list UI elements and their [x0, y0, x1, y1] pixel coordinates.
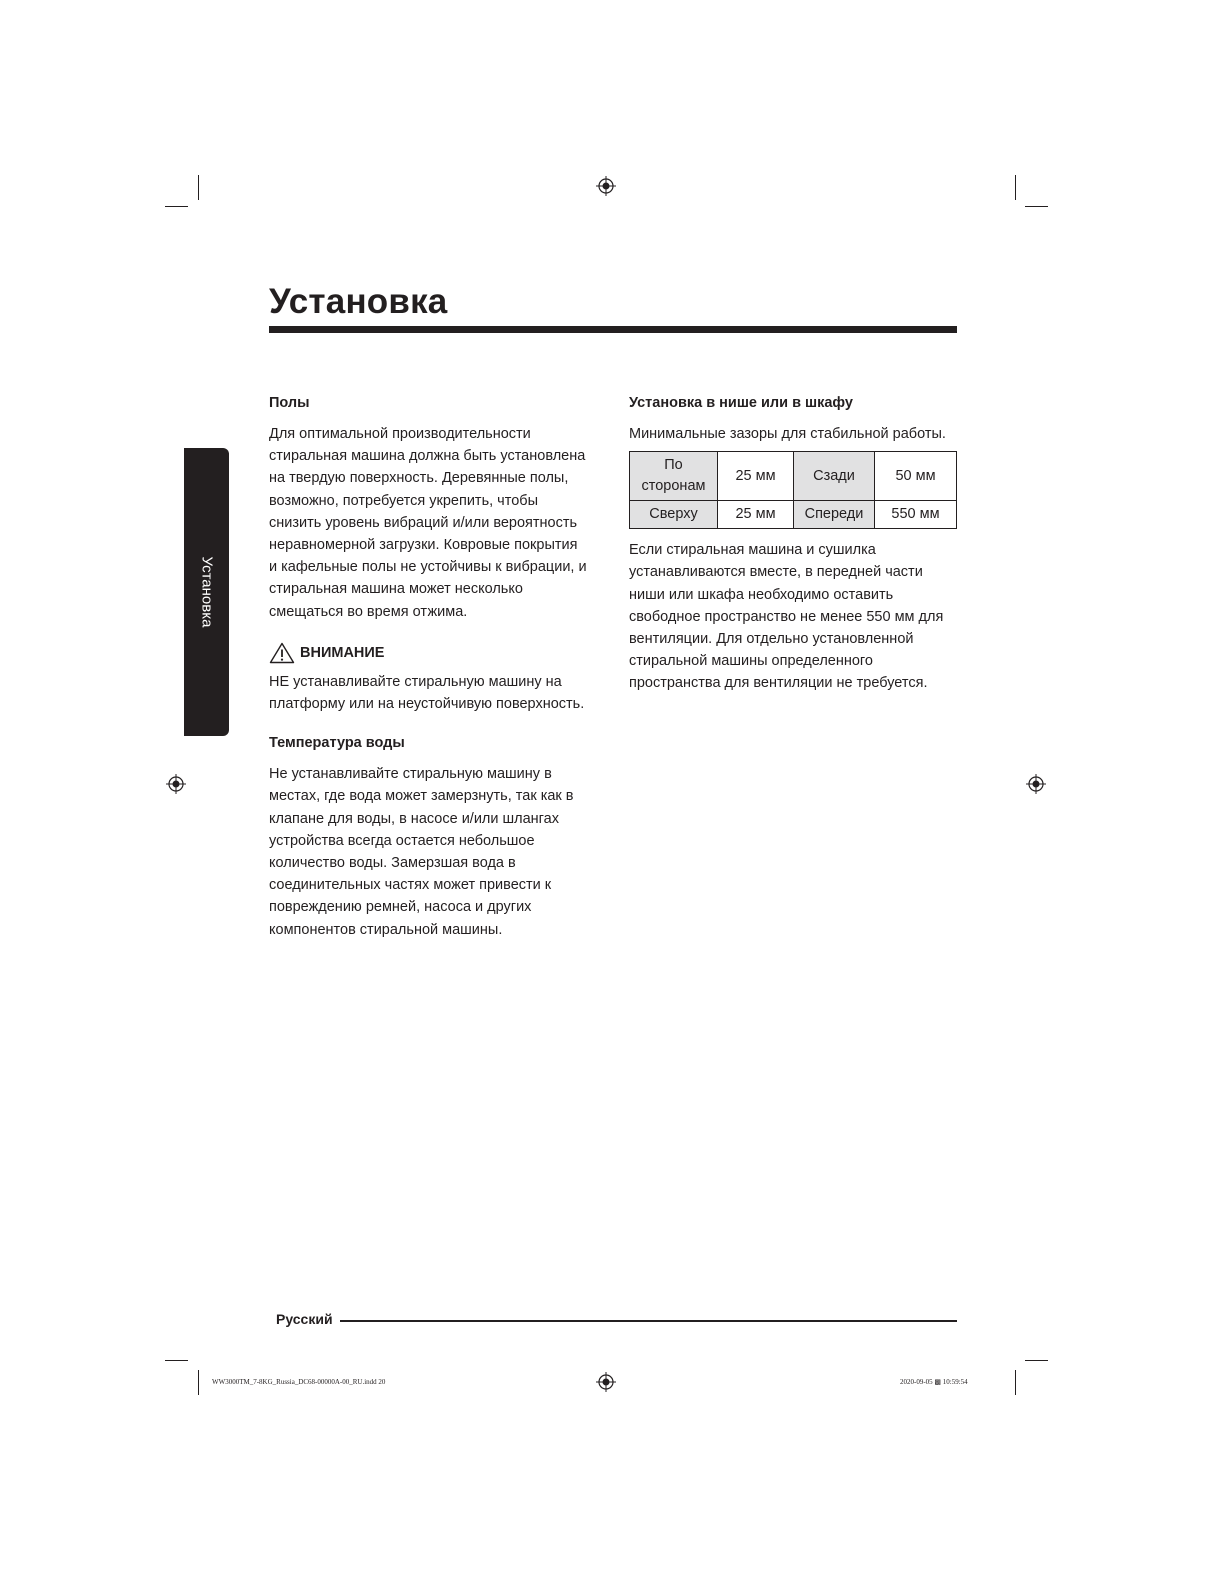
niche-heading: Установка в нише или в шкафу — [629, 395, 853, 411]
crop-mark — [165, 206, 188, 207]
floors-text: Для оптимальной производительности стиральная машина должна быть установлена на твердую поверхность. Деревянные полы, возможно, потребуется укрепить, чтобы снизить уровень вибраций и/или вероятность неравномерной загрузки. Ковровые покрытия и кафельные полы не устойчивы к вибрации, и стиральная машина может несколько смещаться во время отжима. — [269, 426, 587, 620]
table-row — [630, 501, 957, 529]
footer-rule — [340, 1320, 957, 1322]
table-cell: По сторонам — [630, 452, 718, 501]
water-temp-heading: Температура воды — [269, 735, 405, 752]
warning-label: ВНИМАНИЕ — [300, 644, 385, 661]
table-cell: 25 мм — [718, 501, 794, 529]
water-temp-text: Не устанавливайте стиральную машину в местах, где вода может замерзнуть, так как в клапане для воды, в насосе и/или шлангах устройства всегда остается небольшое количество воды. Замерзшая вода в соединительных частях может привести к повреждению ремней, насоса и других компонентов стиральной машины. — [269, 766, 574, 938]
warning-text: НЕ устанавливайте стиральную машину на платформу или на неустойчивую поверхность. — [269, 673, 585, 713]
side-tab-label: Установка — [198, 556, 215, 628]
footer-language: Русский — [276, 1311, 333, 1327]
floors-heading: Полы — [269, 395, 310, 411]
registration-mark-icon — [596, 1372, 616, 1392]
crop-mark — [1025, 1360, 1048, 1361]
crop-mark — [165, 1360, 188, 1361]
niche-intro: Минимальные зазоры для стабильной работы. — [629, 426, 946, 442]
side-tab — [184, 448, 229, 736]
table-cell: 550 мм — [875, 501, 957, 529]
crop-mark — [198, 175, 199, 200]
warning-triangle-icon — [269, 642, 295, 664]
clearance-table — [629, 451, 957, 529]
table-cell: Сзади — [794, 452, 875, 501]
crop-mark — [1015, 1370, 1016, 1395]
left-column — [269, 393, 589, 941]
crop-mark — [198, 1370, 199, 1395]
registration-mark-icon — [596, 176, 616, 196]
warning-header — [269, 641, 589, 665]
table-cell: Сверху — [630, 501, 718, 529]
registration-mark-icon — [1026, 774, 1046, 794]
page-title: Установка — [269, 282, 448, 321]
right-column — [629, 393, 957, 695]
crop-mark — [1015, 175, 1016, 200]
table-cell: 50 мм — [875, 452, 957, 501]
table-row — [630, 452, 957, 501]
table-cell: Спереди — [794, 501, 875, 529]
title-rule — [269, 326, 957, 333]
niche-text: Если стиральная машина и сушилка устанавливаются вместе, в передней части ниши или шкафа необходимо оставить свободное пространство не менее 550 мм для вентиляции. Для отдельно установленной стиральной машины определенного пространства для вентиляции не требуется. — [629, 542, 944, 692]
print-slug-timestamp: 2020-09-05 ▩ 10:59:54 — [900, 1378, 968, 1386]
registration-mark-icon — [166, 774, 186, 794]
print-slug-file: WW3000TM_7-8KG_Russia_DC68-00000A-00_RU.indd 20 — [212, 1378, 386, 1386]
table-cell: 25 мм — [718, 452, 794, 501]
crop-mark — [1025, 206, 1048, 207]
